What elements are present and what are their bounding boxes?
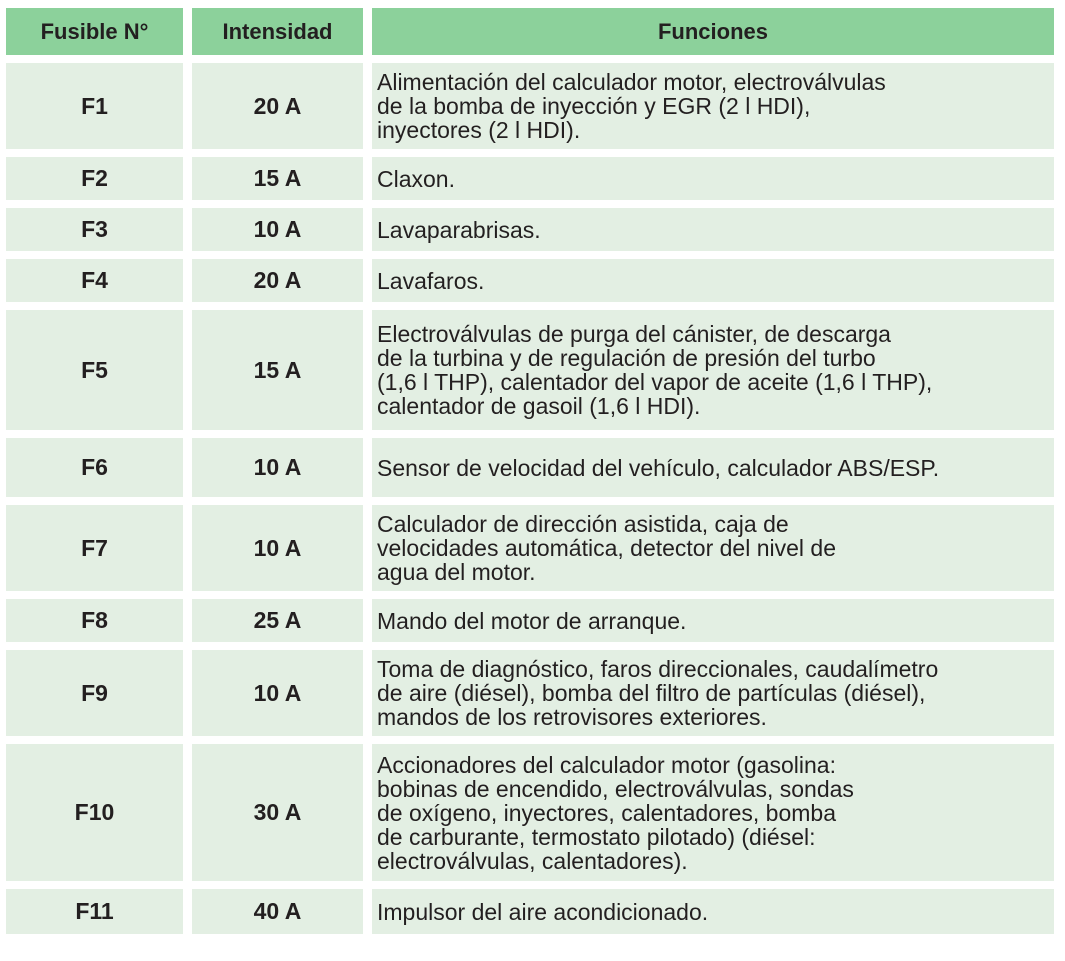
function-cell: Toma de diagnóstico, faros direccionales, caudalímetro de aire (diésel), bomba del filtro de partículas (diésel), mandos de los retrovisores exteriores. — [372, 650, 1054, 736]
amps-cell: 10 A — [192, 650, 363, 736]
function-cell: Claxon. — [372, 157, 1054, 200]
table-row — [6, 744, 1054, 881]
function-cell: Accionadores del calculador motor (gasolina: bobinas de encendido, electroválvulas, sondas de oxígeno, inyectores, calentadores, bomba de carburante, termostato pilotado) (diésel: electroválvulas, calentadores). — [372, 744, 1054, 881]
function-cell: Alimentación del calculador motor, electroválvulas de la bomba de inyección y EGR (2 l HDI), inyectores (2 l HDI). — [372, 63, 1054, 149]
amps-cell: 20 A — [192, 63, 363, 149]
fuse-cell: F3 — [6, 208, 183, 251]
fuse-cell: F5 — [6, 310, 183, 430]
function-cell: Impulsor del aire acondicionado. — [372, 889, 1054, 934]
amps-cell: 15 A — [192, 310, 363, 430]
amps-cell: 10 A — [192, 438, 363, 497]
amps-cell: 40 A — [192, 889, 363, 934]
amps-cell: 15 A — [192, 157, 363, 200]
header-amps: Intensidad — [192, 8, 363, 55]
table-row — [6, 63, 1054, 149]
table-row — [6, 438, 1054, 497]
fuse-cell: F4 — [6, 259, 183, 302]
function-cell: Lavaparabrisas. — [372, 208, 1054, 251]
table-row — [6, 505, 1054, 591]
fuse-cell: F10 — [6, 744, 183, 881]
table-row — [6, 599, 1054, 642]
table-row — [6, 259, 1054, 302]
function-cell: Sensor de velocidad del vehículo, calculador ABS/ESP. — [372, 438, 1054, 497]
fuse-cell: F9 — [6, 650, 183, 736]
table-row — [6, 157, 1054, 200]
amps-cell: 30 A — [192, 744, 363, 881]
table-row — [6, 889, 1054, 934]
amps-cell: 10 A — [192, 208, 363, 251]
table-row — [6, 310, 1054, 430]
amps-cell: 25 A — [192, 599, 363, 642]
function-cell: Calculador de dirección asistida, caja de velocidades automática, detector del nivel de agua del motor. — [372, 505, 1054, 591]
function-cell: Mando del motor de arranque. — [372, 599, 1054, 642]
table-row — [6, 650, 1054, 736]
header-fuse: Fusible N° — [6, 8, 183, 55]
fuse-cell: F1 — [6, 63, 183, 149]
amps-cell: 20 A — [192, 259, 363, 302]
header-functions: Funciones — [372, 8, 1054, 55]
function-cell: Lavafaros. — [372, 259, 1054, 302]
fuse-table — [6, 8, 1054, 934]
amps-cell: 10 A — [192, 505, 363, 591]
fuse-cell: F6 — [6, 438, 183, 497]
fuse-cell: F8 — [6, 599, 183, 642]
header-row — [6, 8, 1054, 55]
function-cell: Electroválvulas de purga del cánister, de descarga de la turbina y de regulación de presión del turbo (1,6 l THP), calentador del vapor de aceite (1,6 l THP), calentador de gasoil (1,6 l HDI). — [372, 310, 1054, 430]
fuse-cell: F11 — [6, 889, 183, 934]
fuse-cell: F2 — [6, 157, 183, 200]
fuse-cell: F7 — [6, 505, 183, 591]
table-row — [6, 208, 1054, 251]
